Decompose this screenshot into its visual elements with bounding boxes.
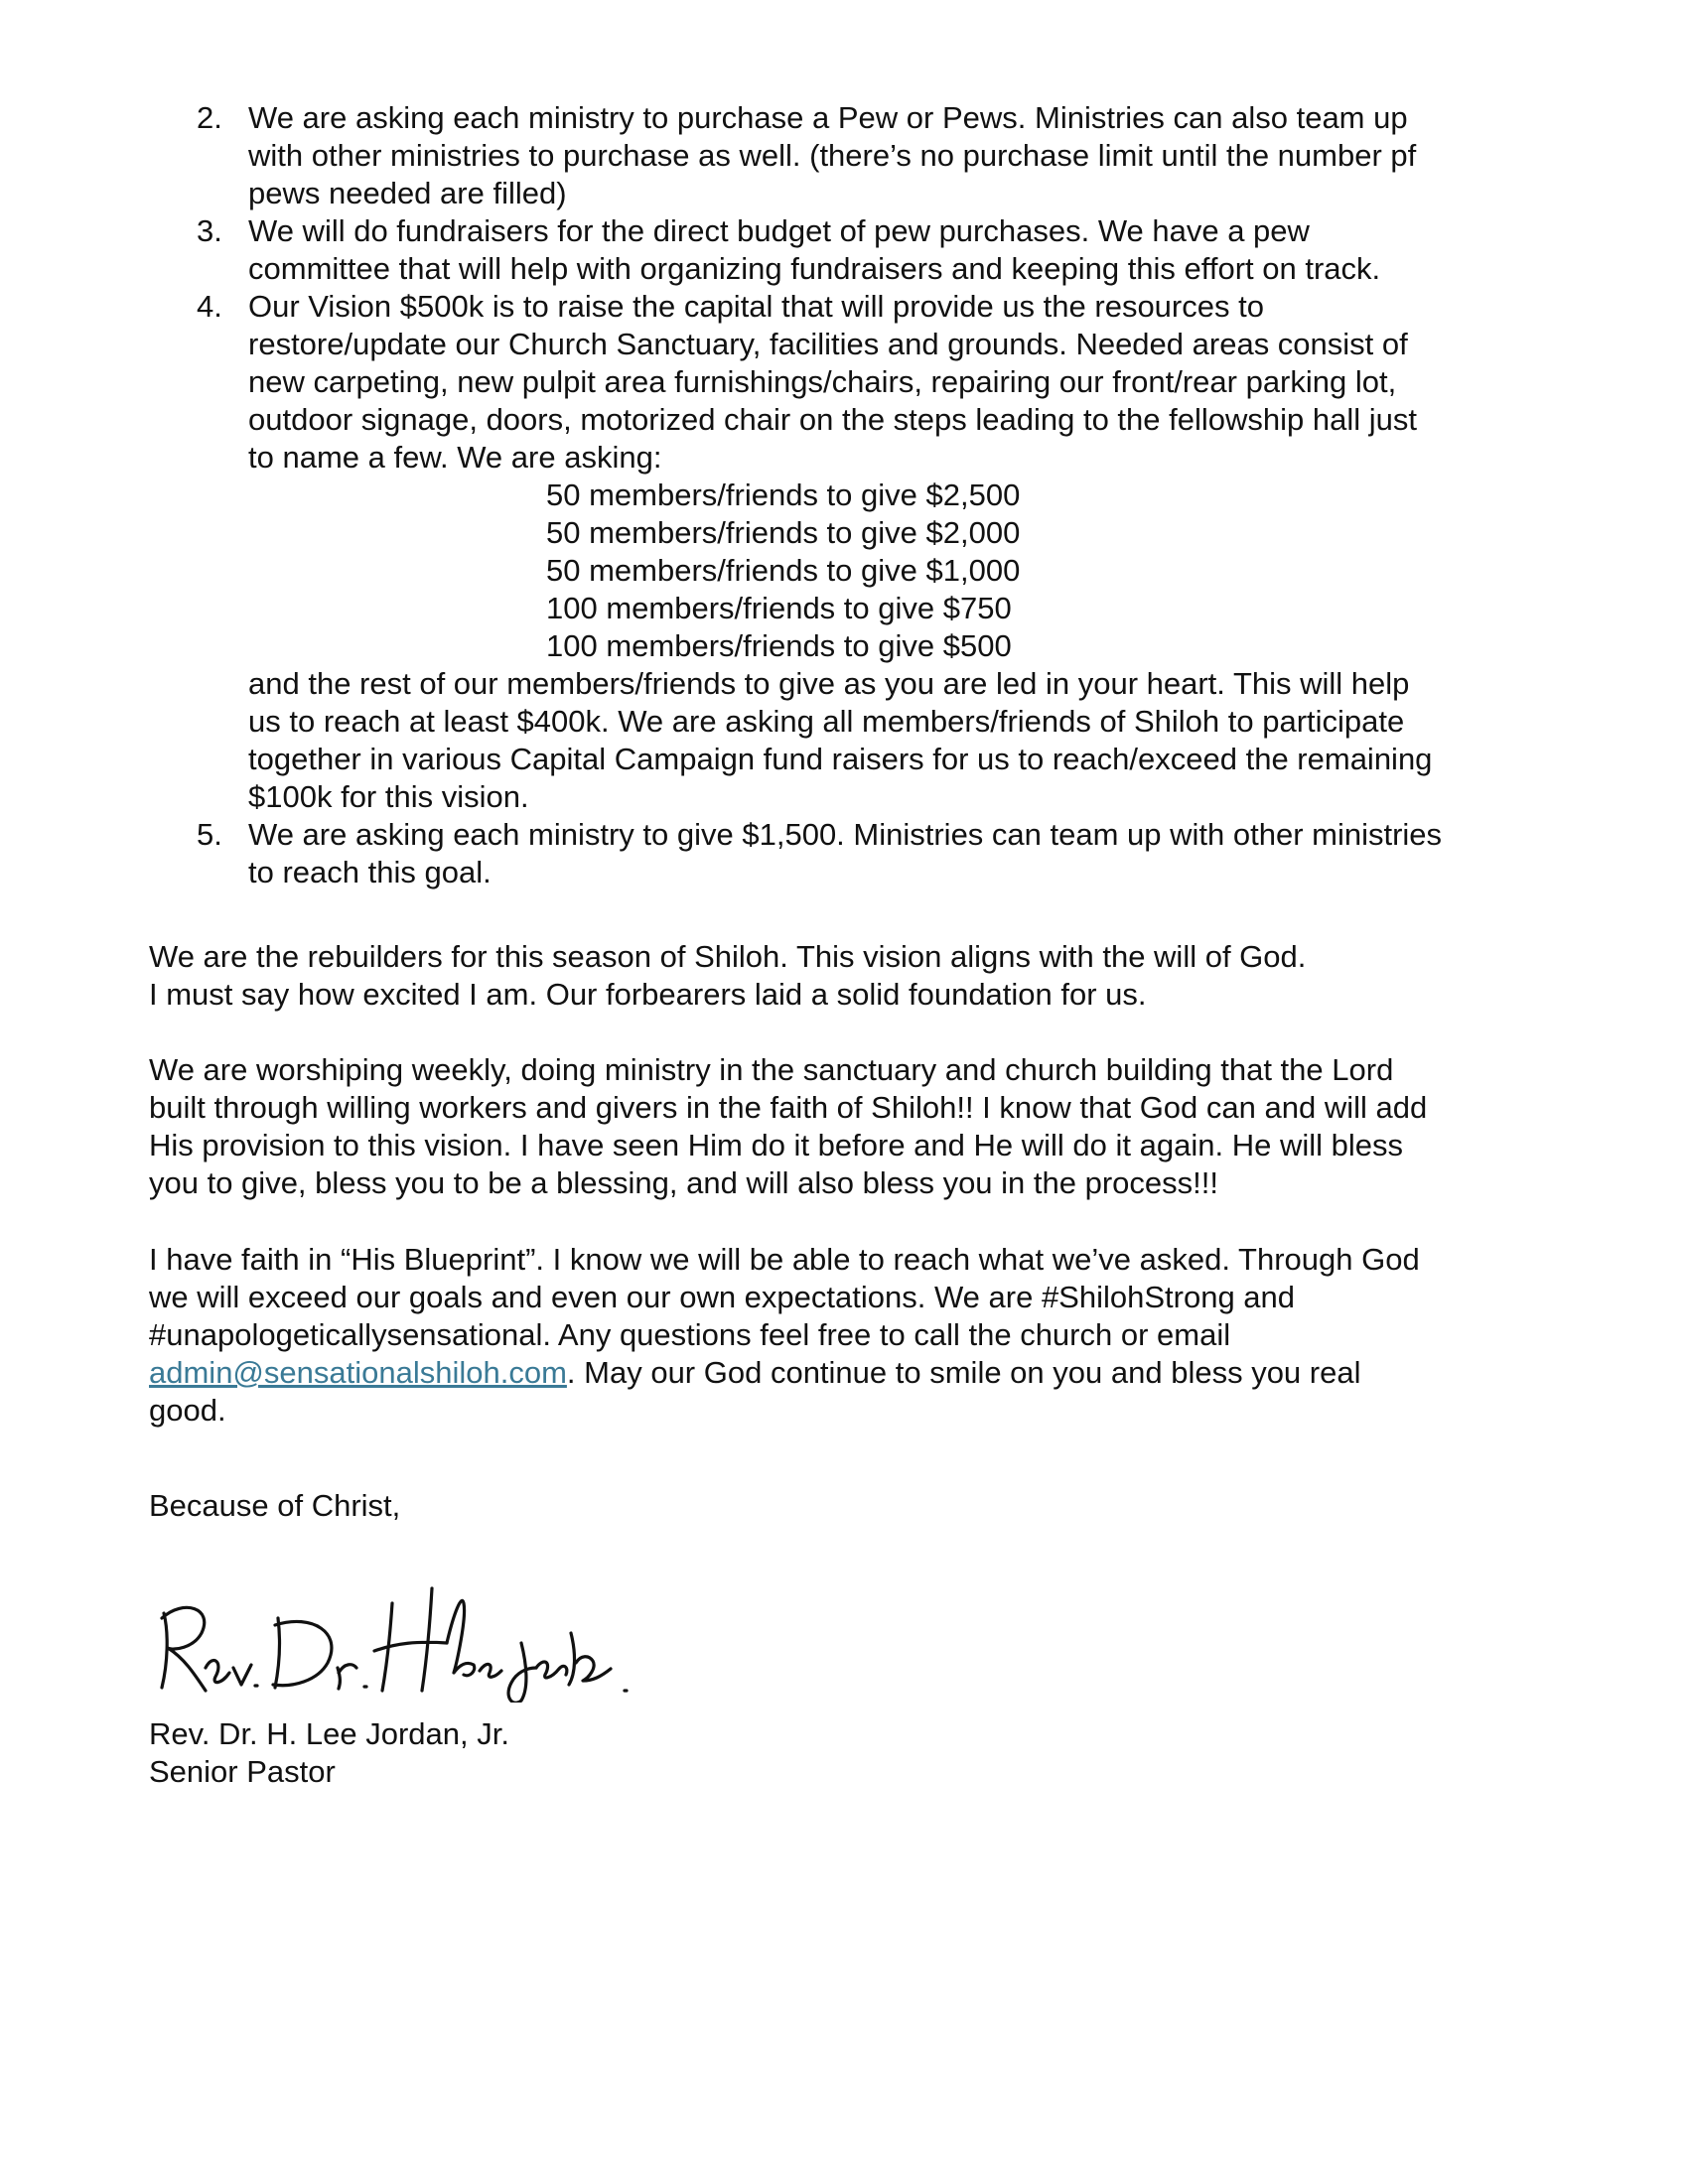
list-number: 3. [197,213,222,248]
giving-ask-line: 50 members/friends to give $1,000 [546,553,1021,588]
giving-ask-line: 50 members/friends to give $2,000 [546,515,1021,550]
list-number: 2. [197,100,222,135]
giving-ask-line: 100 members/friends to give $750 [546,591,1012,625]
text-line: $100k for this vision. [248,779,529,814]
text-line: committee that will help with organizing fundraisers and keeping this effort on track. [248,251,1381,286]
text-line: to name a few. We are asking: [248,440,662,475]
text-line: I have faith in “His Blueprint”. I know we will be able to reach what we’ve asked. Through God [149,1242,1420,1277]
text-line: Our Vision $500k is to raise the capital that will provide us the resources to [248,289,1264,324]
text-line: and the rest of our members/friends to give as you are led in your heart. This will help [248,666,1410,701]
text-line: with other ministries to purchase as well. (there’s no purchase limit until the number pf [248,138,1417,173]
giving-ask-line: 100 members/friends to give $500 [546,628,1012,663]
email-link[interactable]: admin@sensationalshiloh.com [149,1355,567,1390]
paragraph-rebuilders [149,938,1539,1014]
list-number: 5. [197,817,222,852]
text-line: We are asking each ministry to give $1,500. Ministries can team up with other ministries [248,817,1443,852]
text-line: We are the rebuilders for this season of Shiloh. This vision aligns with the will of God. [149,939,1307,974]
list-item [149,99,1539,212]
text-line: pews needed are filled) [248,176,567,210]
email-line [149,1354,1539,1392]
text-line: to reach this goal. [248,855,492,889]
list-text [248,212,1539,288]
text-line: together in various Capital Campaign fund raisers for us to reach/exceed the remaining [248,742,1433,776]
closing [149,1487,1539,1525]
list-item [149,816,1539,891]
numbered-list [149,99,1539,891]
giving-asks [248,477,1539,665]
text-line: built through willing workers and givers in the faith of Shiloh!! I know that God can and will add [149,1090,1428,1125]
text-line: We will do fundraisers for the direct budget of pew purchases. We have a pew [248,213,1310,248]
closing-text: Because of Christ, [149,1488,401,1523]
text-line: We are asking each ministry to purchase a Pew or Pews. Ministries can also team up [248,100,1408,135]
signer-name: Rev. Dr. H. Lee Jordan, Jr. [149,1716,509,1751]
text-line: His provision to this vision. I have seen Him do it before and He will do it again. He will bless [149,1128,1403,1162]
text-line: We are worshiping weekly, doing ministry in the sanctuary and church building that the Lord [149,1052,1394,1087]
list-text [248,288,1539,816]
text-line: outdoor signage, doors, motorized chair on the steps leading to the fellowship hall just [248,402,1417,437]
text-fragment: . May our God continue to smile on you and bless you real [566,1355,1361,1390]
text-line: new carpeting, new pulpit area furnishings/chairs, repairing our front/rear parking lot, [248,364,1397,399]
list-item [149,288,1539,816]
list-number: 4. [197,289,222,324]
paragraph-worship [149,1051,1539,1202]
giving-ask-line: 50 members/friends to give $2,500 [546,478,1021,512]
list-item [149,212,1539,288]
text-line: I must say how excited I am. Our forbearers laid a solid foundation for us. [149,977,1147,1012]
text-line: you to give, bless you to be a blessing, and will also bless you in the process!!! [149,1165,1218,1200]
text-line: good. [149,1393,226,1428]
text-line: us to reach at least $400k. We are asking all members/friends of Shiloh to participate [248,704,1405,739]
handwritten-signature [144,1573,631,1703]
paragraph-faith [149,1241,1539,1430]
text-line: restore/update our Church Sanctuary, facilities and grounds. Needed areas consist of [248,327,1408,361]
list-text [248,99,1539,212]
signer-title: Senior Pastor [149,1754,336,1789]
signer-block [149,1715,1539,1791]
text-line: we will exceed our goals and even our own expectations. We are #ShilohStrong and [149,1280,1296,1314]
text-line: #unapologeticallysensational. Any questions feel free to call the church or email [149,1317,1231,1352]
list-text [248,816,1539,891]
